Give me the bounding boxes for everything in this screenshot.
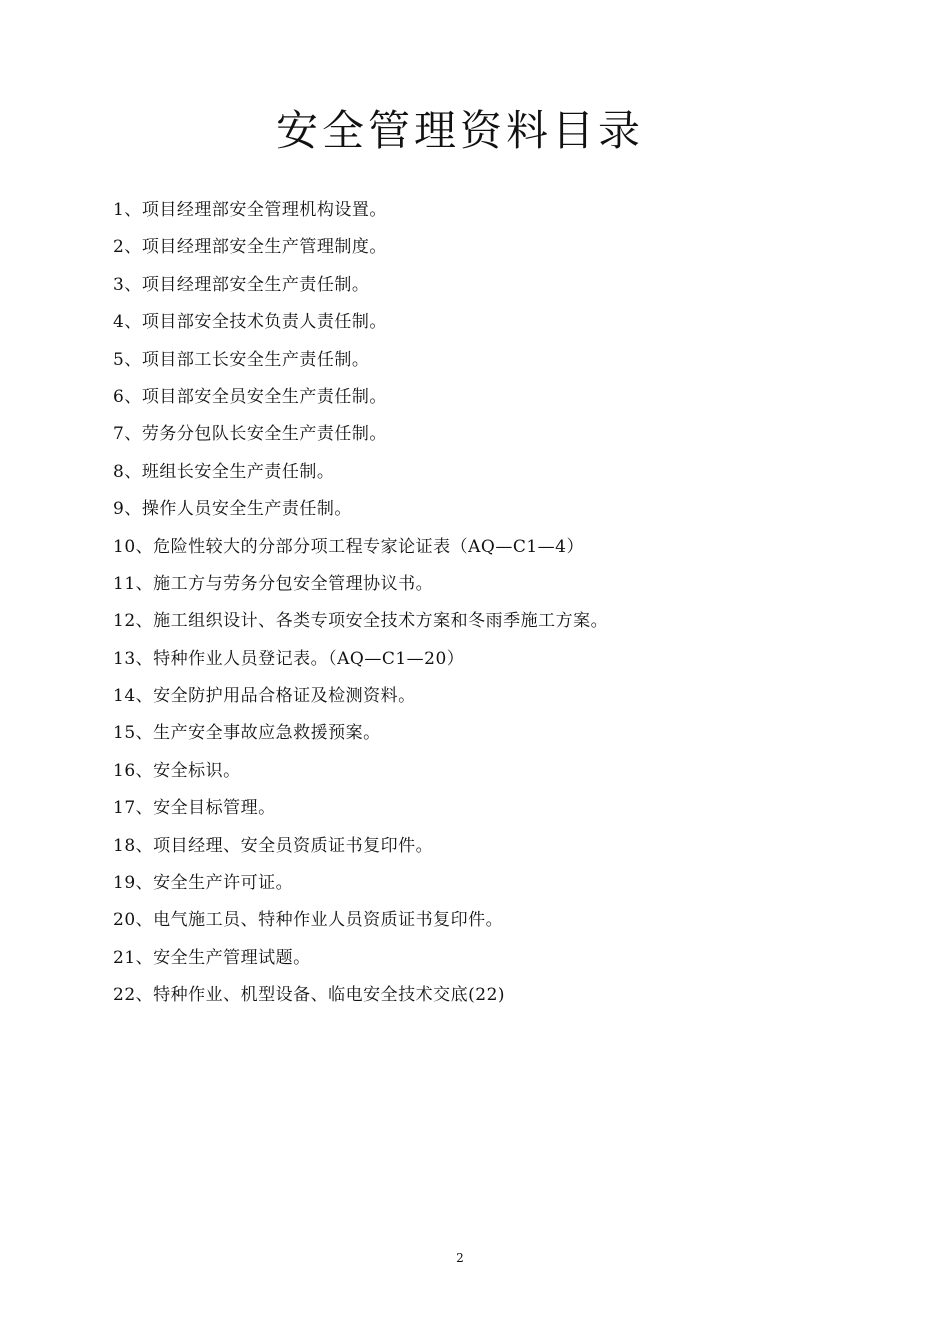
toc-item: 2、项目经理部安全生产管理制度。 xyxy=(113,237,387,258)
toc-item: 4、项目部安全技术负责人责任制。 xyxy=(113,312,387,333)
toc-item: 20、电气施工员、特种作业人员资质证书复印件。 xyxy=(113,910,504,931)
toc-item: 7、劳务分包队长安全生产责任制。 xyxy=(113,424,387,445)
toc-item: 21、安全生产管理试题。 xyxy=(113,947,311,968)
toc-item: 18、项目经理、安全员资质证书复印件。 xyxy=(113,835,434,856)
toc-item: 5、项目部工长安全生产责任制。 xyxy=(113,349,370,370)
toc-item: 9、操作人员安全生产责任制。 xyxy=(113,499,352,520)
page-title: 安全管理资料目录 xyxy=(275,106,644,155)
toc-item: 6、项目部安全员安全生产责任制。 xyxy=(113,386,387,407)
toc-item: 15、生产安全事故应急救援预案。 xyxy=(113,723,381,744)
toc-item: 11、施工方与劳务分包安全管理协议书。 xyxy=(113,573,434,594)
toc-item: 3、项目经理部安全生产责任制。 xyxy=(113,274,370,295)
page-number: 2 xyxy=(456,1251,464,1265)
toc-item: 22、特种作业、机型设备、临电安全技术交底(22) xyxy=(113,985,506,1006)
toc-item: 13、特种作业人员登记表。（AQ—C1—20） xyxy=(113,648,465,669)
toc-item: 17、安全目标管理。 xyxy=(113,798,276,819)
toc-item: 19、安全生产许可证。 xyxy=(113,873,294,894)
toc-item: 14、安全防护用品合格证及检测资料。 xyxy=(113,686,416,707)
toc-item: 10、危险性较大的分部分项工程专家论证表（AQ—C1—4） xyxy=(113,536,584,557)
toc-item: 12、施工组织设计、各类专项安全技术方案和冬雨季施工方案。 xyxy=(113,611,609,632)
toc-item: 1、项目经理部安全管理机构设置。 xyxy=(113,200,387,220)
table-of-contents xyxy=(113,192,893,1015)
toc-item: 16、安全标识。 xyxy=(113,760,241,781)
toc-item: 8、班组长安全生产责任制。 xyxy=(113,461,335,482)
